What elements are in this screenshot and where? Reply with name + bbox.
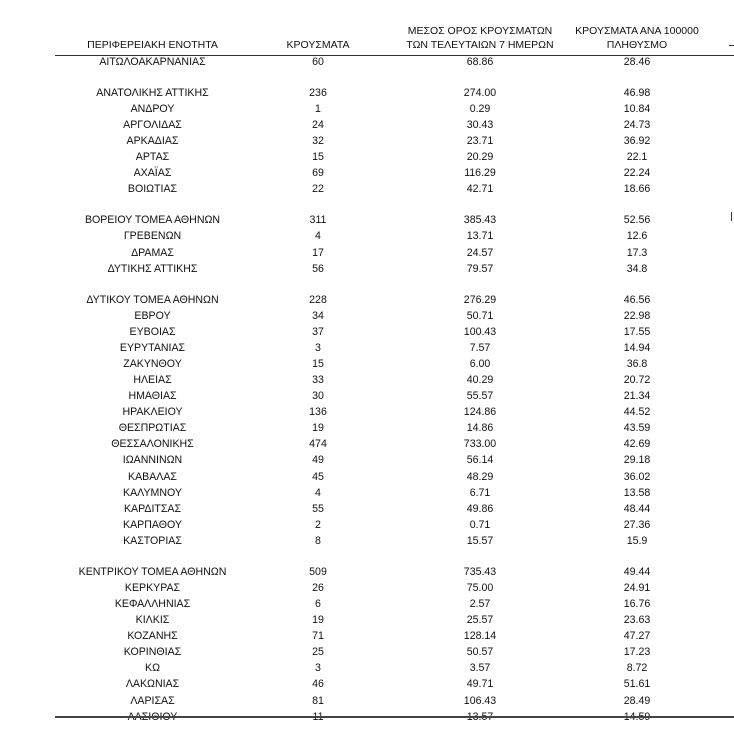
cell-region: ΚΑΣΤΟΡΙΑΣ (123, 534, 182, 547)
cell-per-100k: 28.49 (623, 694, 651, 707)
cell-region: ΑΝΑΤΟΛΙΚΗΣ ΑΤΤΙΚΗΣ (96, 86, 209, 99)
cell-per-100k: 22.98 (623, 309, 651, 322)
cell-cases: 32 (312, 135, 324, 148)
cell-cases: 15 (312, 151, 324, 164)
cell-region: ΚΑΡΔΙΤΣΑΣ (123, 502, 182, 515)
cell-per-100k: 18.66 (623, 183, 651, 196)
cell-avg-7d: 0.29 (469, 102, 491, 115)
table-row (0, 660, 734, 676)
table-row (0, 564, 734, 580)
cell-per-100k: 51.61 (623, 678, 651, 691)
cell-region: ΗΛΕΙΑΣ (133, 373, 172, 386)
cell-cases: 2 (315, 518, 321, 531)
cell-region: ΚΕΝΤΡΙΚΟΥ ΤΟΜΕΑ ΑΘΗΝΩΝ (78, 565, 227, 578)
cell-avg-7d: 50.71 (466, 309, 494, 322)
cell-region: ΚΟΡΙΝΘΙΑΣ (123, 646, 182, 659)
cell-avg-7d: 735.43 (463, 565, 497, 578)
cell-cases: 8 (315, 534, 321, 547)
cell-per-100k: 21.34 (623, 390, 651, 403)
table-row (0, 693, 734, 709)
cell-per-100k: 36.92 (623, 135, 651, 148)
cell-per-100k: 46.98 (623, 86, 651, 99)
cell-cases: 311 (309, 214, 327, 227)
cell-per-100k: 24.73 (623, 119, 651, 132)
table-row (0, 165, 734, 181)
cell-cases: 30 (312, 390, 324, 403)
cell-per-100k: 22.24 (623, 167, 651, 180)
table-row (0, 308, 734, 324)
cell-region: ΓΡΕΒΕΝΩΝ (123, 230, 182, 243)
table-row (0, 133, 734, 149)
cell-per-100k: 10.84 (623, 102, 651, 115)
cell-cases: 3 (315, 341, 321, 354)
cell-region: ΚΑΒΑΛΑΣ (128, 470, 177, 483)
table-row (0, 404, 734, 420)
cell-cases: 1 (315, 102, 321, 115)
cell-cases: 33 (312, 373, 324, 386)
table-row (0, 612, 734, 628)
cell-avg-7d: 276.29 (463, 293, 497, 306)
cell-region: ΚΑΛΥΜΝΟΥ (123, 486, 182, 499)
cell-cases: 81 (312, 694, 324, 707)
cell-per-100k: 36.02 (623, 470, 651, 483)
cell-per-100k: 13.58 (623, 486, 651, 499)
table-row (0, 85, 734, 101)
cell-per-100k: 52.56 (623, 214, 651, 227)
cell-region: ΕΥΡΥΤΑΝΙΑΣ (119, 341, 186, 354)
cell-region: ΑΡΓΟΛΙΔΑΣ (123, 119, 182, 132)
cell-region: ΔΡΑΜΑΣ (131, 246, 174, 259)
table-row (0, 628, 734, 644)
cell-region: ΛΑΡΙΣΑΣ (130, 694, 175, 707)
table-row (0, 644, 734, 660)
cell-avg-7d: 49.71 (466, 678, 494, 691)
cell-cases: 17 (312, 246, 324, 259)
cell-cases: 19 (312, 422, 324, 435)
table-row (0, 485, 734, 501)
cell-cases: 25 (312, 646, 324, 659)
cell-cases: 474 (309, 438, 327, 451)
table-row (0, 340, 734, 356)
cell-cases: 34 (312, 309, 324, 322)
table-row (0, 324, 734, 340)
cell-avg-7d: 116.29 (464, 167, 496, 180)
cell-avg-7d: 13.71 (466, 230, 494, 243)
cell-cases: 46 (312, 678, 324, 691)
cell-avg-7d: 733.00 (463, 438, 497, 451)
header-avg-line1: ΜΕΣΟΣ ΟΡΟΣ ΚΡΟΥΣΜΑΤΩΝ (407, 25, 553, 37)
cell-cases: 3 (315, 662, 321, 675)
table-row (0, 533, 734, 549)
table-row (0, 181, 734, 197)
cell-avg-7d: 14.86 (466, 422, 494, 435)
cell-cases: 55 (312, 502, 324, 515)
table-row (0, 469, 734, 485)
cell-region: ΑΡΚΑΔΙΑΣ (126, 135, 179, 148)
cell-region: ΒΟΙΩΤΙΑΣ (127, 183, 178, 196)
cell-per-100k: 16.76 (623, 598, 651, 610)
cell-avg-7d: 56.14 (466, 454, 494, 467)
cell-avg-7d: 7.57 (469, 341, 491, 354)
cell-per-100k: 43.59 (623, 422, 651, 435)
table-row (0, 261, 734, 277)
cell-cases: 509 (309, 565, 327, 578)
header-avg-line2: ΤΩΝ ΤΕΛΕΥΤΑΙΩΝ 7 ΗΜΕΡΩΝ (406, 39, 554, 51)
cell-per-100k: 17.3 (626, 246, 648, 259)
cell-avg-7d: 385.43 (463, 214, 497, 227)
table-row (0, 676, 734, 692)
cell-avg-7d: 6.71 (469, 486, 491, 499)
cell-avg-7d: 48.29 (466, 470, 494, 483)
cell-per-100k: 46.56 (623, 293, 651, 306)
cell-region: ΑΝΔΡΟΥ (130, 102, 175, 115)
table-row (0, 101, 734, 117)
cell-region: ΔΥΤΙΚΟΥ ΤΟΜΕΑ ΑΘΗΝΩΝ (86, 293, 219, 306)
cell-region: ΔΥΤΙΚΗΣ ΑΤΤΙΚΗΣ (107, 262, 198, 275)
table-row (0, 501, 734, 517)
cell-cases: 136 (309, 406, 327, 419)
cell-region: ΚΟΖΑΝΗΣ (127, 630, 178, 643)
cell-per-100k: 34.8 (626, 262, 648, 275)
table-row (0, 436, 734, 452)
cell-per-100k: 47.27 (623, 630, 651, 643)
cell-cases: 15 (312, 357, 324, 370)
cell-per-100k: 27.36 (623, 518, 651, 531)
table-row (0, 292, 734, 308)
cell-avg-7d: 100.43 (463, 325, 497, 338)
cell-avg-7d: 25.57 (466, 614, 494, 627)
cell-cases: 22 (312, 183, 324, 196)
cell-region: ΘΕΣΠΡΩΤΙΑΣ (118, 422, 187, 435)
cell-cases: 236 (309, 86, 327, 99)
header-cases: ΚΡΟΥΣΜΑΤΑ (286, 39, 350, 51)
table-row (0, 596, 734, 612)
cell-cases: 69 (312, 167, 324, 180)
table-row (0, 149, 734, 165)
cell-cases: 56 (312, 262, 324, 275)
cell-region: ΑΧΑΪΑΣ (133, 167, 172, 180)
cell-region: ΚΕΦΑΛΛΗΝΙΑΣ (114, 598, 191, 610)
table-row (0, 580, 734, 596)
cell-region: ΕΒΡΟΥ (134, 309, 171, 322)
table-row (0, 117, 734, 133)
edge-tick (729, 45, 734, 46)
table-row (0, 420, 734, 436)
cell-per-100k: 17.23 (623, 646, 651, 659)
cell-cases: 4 (315, 230, 321, 243)
cell-avg-7d: 274.00 (463, 86, 497, 99)
cell-per-100k: 17.55 (623, 325, 651, 338)
cell-cases: 24 (312, 119, 324, 132)
cell-per-100k: 44.52 (623, 406, 651, 419)
cell-avg-7d: 0.71 (469, 518, 491, 531)
cell-per-100k: 29.18 (623, 454, 651, 467)
table-row (0, 212, 734, 228)
cell-per-100k: 8.72 (626, 662, 648, 675)
cell-avg-7d: 15.57 (466, 534, 494, 547)
cell-avg-7d: 55.57 (466, 390, 494, 403)
cell-cases: 45 (312, 470, 324, 483)
cell-region: ΑΡΤΑΣ (135, 151, 170, 164)
cell-per-100k: 23.63 (623, 614, 651, 627)
table-row (0, 517, 734, 533)
cell-avg-7d: 30.43 (466, 119, 494, 132)
cell-avg-7d: 79.57 (466, 262, 494, 275)
cell-avg-7d: 24.57 (466, 246, 494, 259)
header-per-line1: ΚΡΟΥΣΜΑΤΑ ΑΝΑ 100000 (575, 25, 699, 37)
cell-avg-7d: 50.57 (466, 646, 494, 659)
cell-cases: 37 (312, 325, 324, 338)
cell-avg-7d: 20.29 (466, 151, 494, 164)
cell-cases: 6 (315, 598, 321, 610)
cell-region: ΙΩΑΝΝΙΝΩΝ (122, 454, 183, 467)
cell-per-100k: 36.8 (626, 357, 648, 370)
cell-per-100k: 14.94 (623, 341, 651, 354)
table-body (0, 54, 734, 725)
cell-avg-7d: 68.86 (466, 56, 494, 68)
cell-region: ΕΥΒΟΙΑΣ (129, 325, 176, 338)
cell-avg-7d: 49.86 (466, 502, 494, 515)
bottom-rule (55, 716, 734, 718)
cell-region: ΚΩ (145, 662, 160, 675)
table-row (0, 54, 734, 70)
cell-avg-7d: 6.00 (469, 357, 491, 370)
cell-per-100k: 48.44 (623, 502, 651, 515)
cell-cases: 228 (309, 293, 327, 306)
cell-per-100k: 28.46 (623, 56, 651, 68)
cell-region: ΒΟΡΕΙΟΥ ΤΟΜΕΑ ΑΘΗΝΩΝ (84, 214, 221, 227)
table-row (0, 388, 734, 404)
table-row (0, 228, 734, 244)
cell-region: ΚΕΡΚΥΡΑΣ (124, 581, 181, 594)
cell-avg-7d: 23.71 (466, 135, 494, 148)
cell-region: ΛΑΚΩΝΙΑΣ (125, 678, 180, 691)
cell-avg-7d: 2.57 (469, 598, 491, 610)
cell-cases: 26 (312, 581, 324, 594)
cell-cases: 19 (312, 614, 324, 627)
cell-cases: 60 (312, 56, 324, 68)
cell-per-100k: 22.1 (626, 151, 648, 164)
cell-avg-7d: 124.86 (463, 406, 497, 419)
table-row (0, 372, 734, 388)
cell-region: ΘΕΣΣΑΛΟΝΙΚΗΣ (111, 438, 194, 451)
cell-region: ΚΑΡΠΑΘΟΥ (123, 518, 182, 531)
cell-per-100k: 24.91 (623, 581, 651, 594)
cell-avg-7d: 106.43 (463, 694, 497, 707)
cell-region: ΖΑΚΥΝΘΟΥ (123, 357, 182, 370)
cell-per-100k: 12.6 (626, 230, 648, 243)
cell-cases: 71 (312, 630, 324, 643)
cell-cases: 4 (315, 486, 321, 499)
table-row (0, 245, 734, 261)
cell-region: ΗΡΑΚΛΕΙΟΥ (122, 406, 183, 419)
cell-avg-7d: 3.57 (469, 662, 491, 675)
cell-cases: 49 (312, 454, 324, 467)
cell-region: ΗΜΑΘΙΑΣ (128, 390, 177, 403)
cell-avg-7d: 40.29 (466, 373, 494, 386)
header-per-line2: ΠΛΗΘΥΣΜΟ (606, 39, 668, 51)
table-row (0, 452, 734, 468)
cell-region: ΚΙΛΚΙΣ (135, 614, 170, 627)
cell-per-100k: 20.72 (623, 373, 651, 386)
cell-avg-7d: 42.71 (466, 183, 494, 196)
cell-avg-7d: 128.14 (463, 630, 497, 643)
table-row (0, 356, 734, 372)
cell-avg-7d: 75.00 (466, 581, 494, 594)
cell-region: ΑΙΤΩΛΟΑΚΑΡΝΑΝΙΑΣ (99, 56, 206, 68)
cell-per-100k: 15.9 (626, 534, 648, 547)
cell-per-100k: 49.44 (623, 565, 651, 578)
cell-per-100k: 42.69 (623, 438, 651, 451)
header-region: ΠΕΡΙΦΕΡΕΙΑΚΗ ΕΝΟΤΗΤΑ (87, 39, 218, 51)
